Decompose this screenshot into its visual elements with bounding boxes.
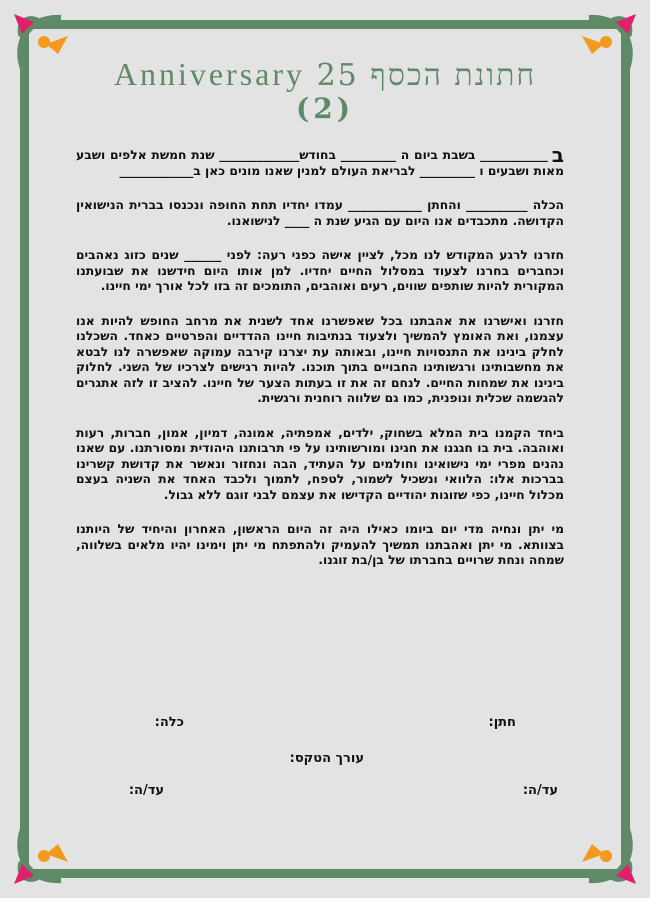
paragraph-6: מי יתן ונחיה מדי יום ביומו כאילו היה זה היום הראשון, האחרון והיחיד של היותנו בצוותא. מי יתן ואהבתנו תמשיך להעמיק ולהתפתח מי יתן וימינו יהיו מלאים בשלווה, שמחה ונחת שרויים בחברתו של בן/בת זוגנו.: [76, 522, 564, 567]
title-number: 25: [316, 58, 359, 93]
page-subtitle: (2): [296, 92, 354, 125]
witness-1-signature-label: עד/ה:: [522, 783, 558, 798]
officiant-signature-label: עורך הטקס:: [289, 751, 364, 766]
bride-signature-label: כלה:: [154, 715, 184, 730]
paragraph-3: חזרנו לרגע המקודש לנו מכל, לציין אישה כפני רעה: לפני ______ שנים כזוג נאהבים וכחברים בחרנו לצעוד במסלול החיים יחדיו. למן אותו היום חידשנו את שבועתנו המקורית להיות שותפים שווים, רעים ואוהבים, התומכים זה בזו לכל אורך ימי חיינו.: [76, 248, 564, 293]
document-body: [76, 143, 564, 588]
paragraph-1: [76, 143, 564, 179]
initial-letter: ב: [551, 143, 564, 167]
title-english: Anniversary: [113, 56, 306, 92]
paragraph-1-text: ___________ בשבת ביום ה _________ בחודש_____________ שנת חמשת אלפים ושבע מאות ושבעים ו _________ לבריאת העולם למנין שאנו מונים כאן ב____________: [76, 148, 564, 178]
paragraph-5: ביחד הקמנו בית המלא בשחוק, ילדים, אמפתיה, אמונה, דמיון, אמון, חברות, רעות ואוהבה. בית בו חגגנו את חגינו ומורשותינו על פי תרבותנו היהודית ומסורתנו. עם שאנו נהנים מפרי ימי נישואינו וחולמים על העתיד, הבה ונחזור ונאשר את קדושת קשרינו בברכות אלו: הלוואי ונשכיל לשמור, לטפח, לתמוך ולכבד האחד את השניה בעצם מכלול חיינו, כפי שזוגות יהודיים הקדישו את עצמם לבני זוגם ללא גבול.: [76, 425, 564, 502]
corner-ornament-bottom-left-icon: [6, 802, 96, 892]
title-hebrew: חתונת הכסף: [370, 58, 537, 93]
witness-2-signature-label: עד/ה:: [128, 783, 164, 798]
paragraph-4: חזרנו ואישרנו את אהבתנו בכל שאפשרנו אחד לשנית את מרחב החופש להיות אנו עצמנו, ואת האומץ להמשיך ולצעוד בנתיבות חיינו ההדדיים והפרטיים כאחד. השכלנו לחלק בינינו את התנסויות חיינו, ובאותה עת יצרנו קירבה עמוקה שאפשרה לנו לבטא את מחשבותינו ורגשותינו החבויים בתוך תוכנו. להיות רגישים לצרכיו של השני. לחלוק בינינו את שמחות החיים. לנחם זה את זו בעתות הצער של חיינו. להציב זו לזה אתגרים להגשמה שכלית ונופנית, כמו גם שלווה רוחנית ורגשית.: [76, 313, 564, 405]
groom-signature-label: חתן:: [488, 715, 516, 730]
corner-ornament-bottom-right-icon: [554, 802, 644, 892]
paragraph-2: הכלה __________ והחתן ____________ עמדו יחדיו תחת החופה ונכנסו בברית הנישואין הקדושה. מתכבדים אנו היום עם הגיע שנת ה ____ לנישואנו.: [76, 198, 564, 228]
page-title: [0, 56, 650, 93]
